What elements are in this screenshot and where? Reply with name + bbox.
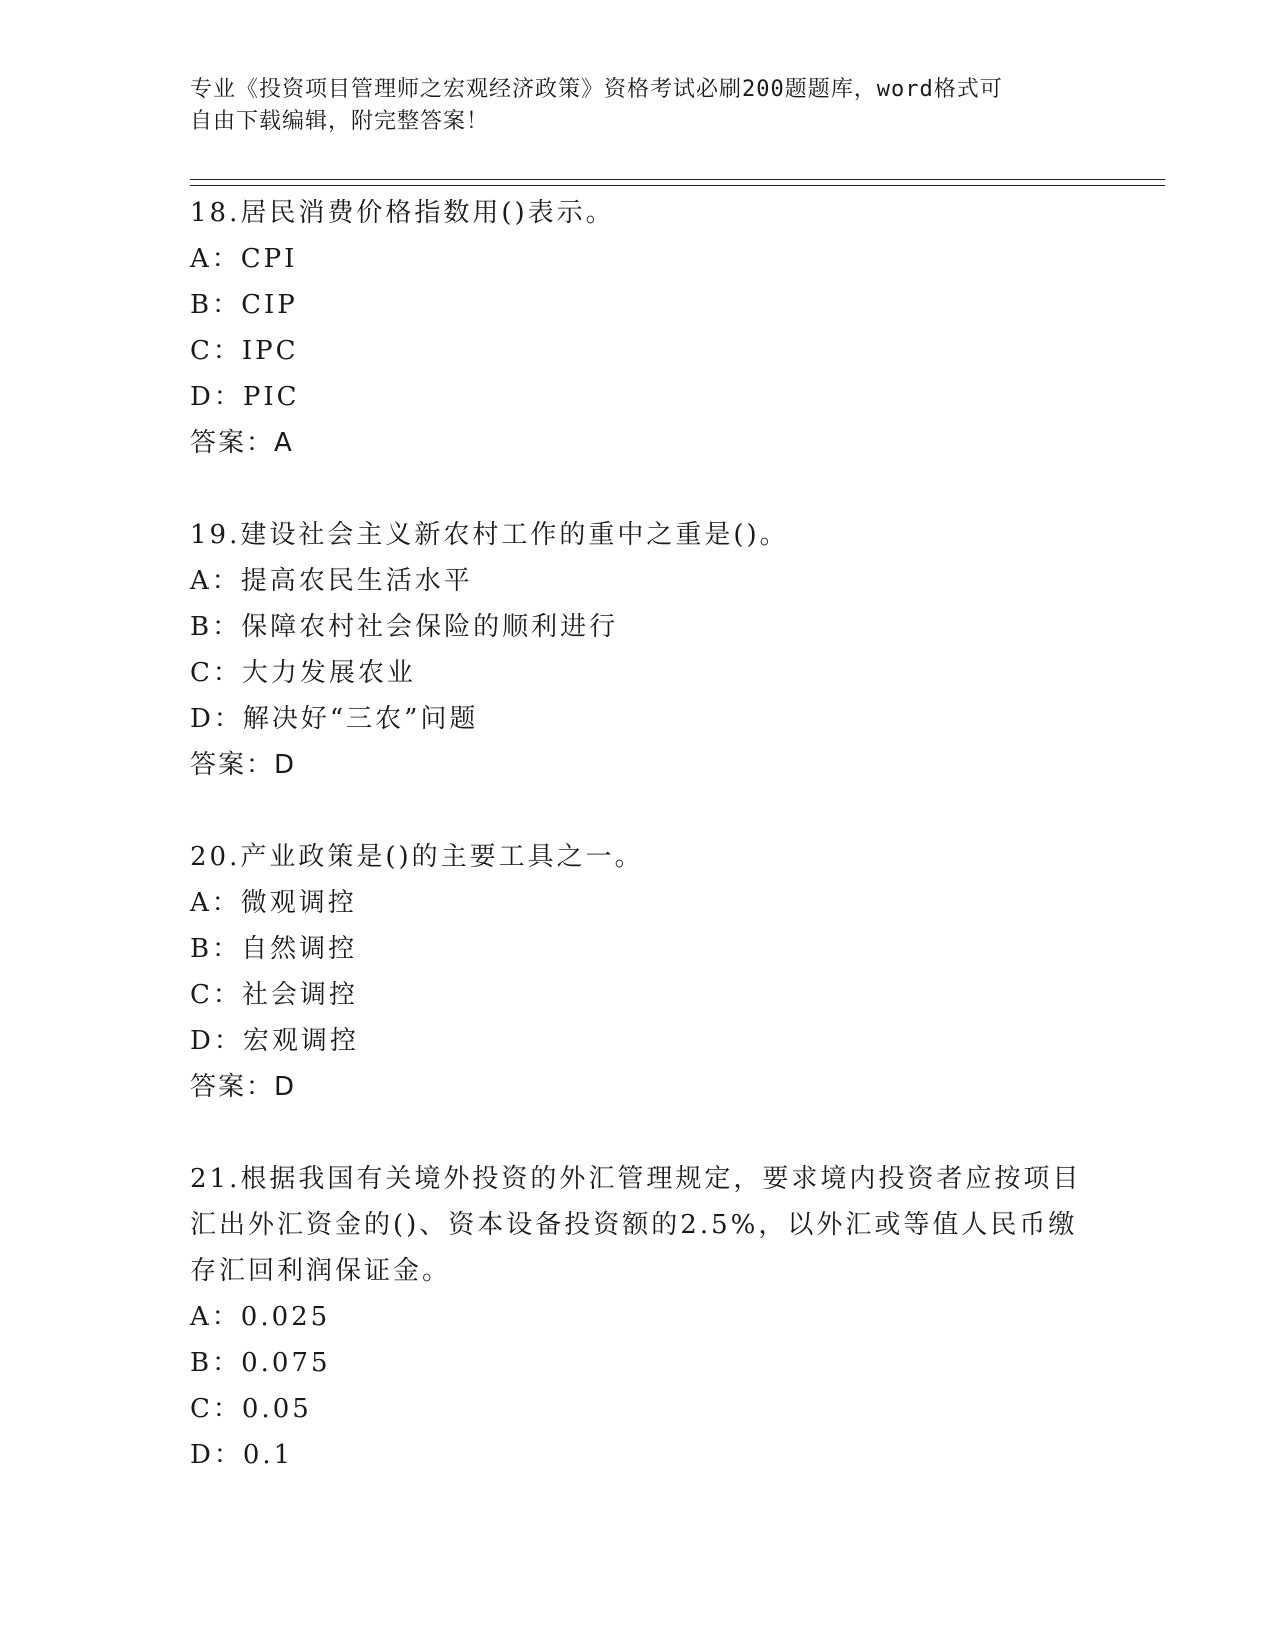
option-b: B：自然调控 [190,934,358,964]
option-c: C：大力发展农业 [190,658,416,688]
answer: 答案：D [190,1072,297,1102]
question-title: 19.建设社会主义新农村工作的重中之重是()。 [190,520,789,550]
question-title: 18.居民消费价格指数用()表示。 [190,198,615,228]
option-d: D：解决好“三农”问题 [190,704,479,734]
header-line-2: 自由下载编辑，附完整答案！ [190,109,490,134]
option-b: B：保障农村社会保险的顺利进行 [190,612,619,642]
question-20 [190,834,1090,1110]
question-title: 21.根据我国有关境外投资的外汇管理规定，要求境内投资者应按项目汇出外汇资金的()、资本设备投资额的2.5%，以外汇或等值人民币缴存汇回利润保证金。 [190,1164,1082,1286]
option-a: A：CPI [190,244,298,274]
question-21 [190,1156,1090,1478]
option-a: A：提高农民生活水平 [190,566,473,596]
question-19 [190,512,1090,788]
document-header [190,74,1090,138]
option-d: D：0.1 [190,1440,294,1470]
header-divider-bottom [190,185,1165,186]
option-c: C：0.05 [190,1394,312,1424]
option-b: B：0.075 [190,1348,331,1378]
option-b: B：CIP [190,290,298,320]
option-a: A：0.025 [190,1302,331,1332]
option-d: D：PIC [190,382,300,412]
answer: 答案：D [190,750,297,780]
option-d: D：宏观调控 [190,1026,359,1056]
header-divider-top [190,179,1165,180]
question-title: 20.产业政策是()的主要工具之一。 [190,842,644,872]
header-line-1: 专业《投资项目管理师之宏观经济政策》资格考试必刷200题题库，word格式可 [190,77,1003,102]
question-18 [190,190,1090,466]
option-a: A：微观调控 [190,888,357,918]
option-c: C：社会调控 [190,980,358,1010]
answer: 答案：A [190,428,294,458]
option-c: C：IPC [190,336,299,366]
